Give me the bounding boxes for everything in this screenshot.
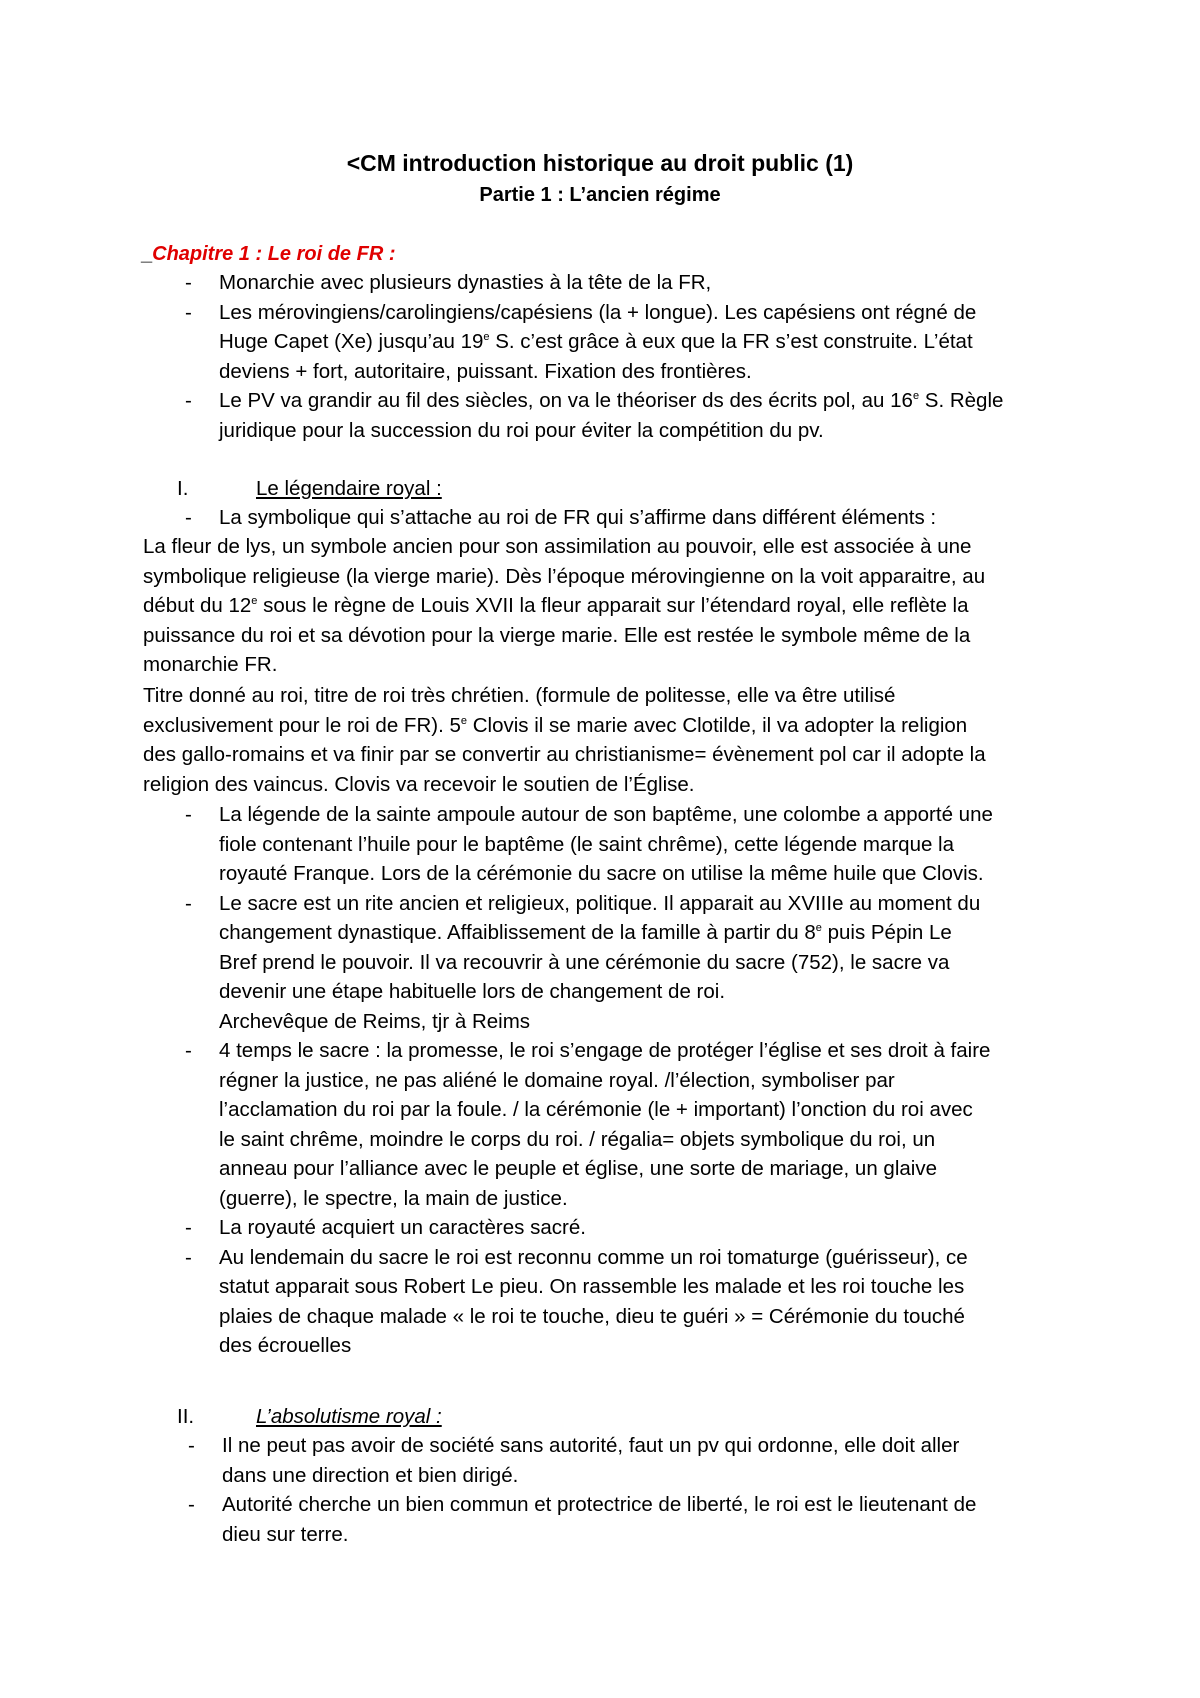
section-title: L’absolutisme royal : (256, 1405, 442, 1428)
text-run: Le PV va grandir au fil des siècles, on va le théoriser ds des écrits pol, au 16 (219, 389, 913, 412)
superscript: e (483, 331, 490, 344)
list-item-line: Au lendemain du sacre le roi est reconnu comme un roi tomaturge (guérisseur), ce (219, 1245, 968, 1269)
list-item-line: dans une direction et bien dirigé. (222, 1463, 519, 1487)
list-item-line: royauté Franque. Lors de la cérémonie du sacre on utilise la même huile que Clovis. (219, 862, 984, 885)
list-item-line: anneau pour l’alliance avec le peuple et église, une sorte de mariage, un glaive (219, 1157, 937, 1180)
list-item-line: Le sacre est un rite ancien et religieux, politique. Il apparait au XVIIIe au moment du (219, 891, 981, 915)
paragraph-line: Titre donné au roi, titre de roi très chrétien. (formule de politesse, elle va être utilisé (143, 684, 896, 707)
list-item (141, 800, 1101, 889)
list-item-line: régner la justice, ne pas aliéné le domaine royal. /l’élection, symboliser par (219, 1068, 895, 1092)
list-item-line: (guerre), le spectre, la main de justice. (219, 1186, 568, 1210)
list-item (141, 503, 1101, 533)
dash-bullet: - (185, 1245, 192, 1269)
paragraph-line: La fleur de lys, un symbole ancien pour son assimilation au pouvoir, elle est associée à une (143, 535, 972, 558)
section-title: Le légendaire royal : (256, 477, 442, 500)
list-item-line: Les mérovingiens/carolingiens/capésiens (la + longue). Les capésiens ont régné de (219, 300, 977, 324)
list-item (141, 1036, 1101, 1213)
text-run: sous le règne de Louis XVII la fleur apparait sur l’étendard royal, elle reflète la (257, 594, 969, 617)
paragraph-line: puissance du roi et sa dévotion pour la vierge marie. Elle est restée le symbole même de la (143, 623, 971, 647)
superscript: e (460, 714, 468, 727)
dash-bullet: - (185, 300, 192, 324)
chapter-title: Chapitre 1 : Le roi de FR : (152, 243, 396, 265)
dash-bullet: - (185, 1039, 192, 1062)
list-item (141, 386, 1101, 445)
document-title: <CM introduction historique au droit public (1) (346, 150, 854, 176)
text-run: S. c’est grâce à eux que la FR s’est construite. L’état (489, 330, 973, 353)
section1-first-item (141, 503, 1101, 533)
text-run: puis Pépin Le (821, 921, 952, 944)
list-item-line: Il ne peut pas avoir de société sans autorité, faut un pv qui ordonne, elle doit aller (222, 1434, 960, 1457)
section2-list (144, 1431, 1104, 1549)
chapter-heading (141, 240, 395, 270)
text-run: début du 12 (143, 594, 252, 617)
text-run: changement dynastique. Affaiblissement de la famille à partir du 8 (219, 921, 816, 944)
paragraph-titre-roi (143, 681, 1073, 799)
section-number: I. (177, 477, 189, 500)
dash-bullet: - (185, 506, 192, 529)
list-item-line (219, 918, 1101, 948)
list-item-line (219, 327, 1101, 357)
list-item (141, 298, 1101, 387)
paragraph-line: religion des vaincus. Clovis va recevoir le soutien de l’Église. (143, 772, 695, 796)
superscript: e (912, 390, 920, 403)
list-item (141, 268, 1101, 298)
paragraph-line (143, 711, 1073, 741)
list-item-line: dieu sur terre. (222, 1522, 349, 1546)
chapter-mark: _ (141, 243, 153, 265)
section-number: II. (177, 1405, 195, 1428)
paragraph-line: monarchie FR. (143, 653, 278, 676)
list-item-line: 4 temps le sacre : la promesse, le roi s’engage de protéger l’église et ses droit à faire (219, 1039, 991, 1062)
list-item-line: Bref prend le pouvoir. Il va recouvrir à une cérémonie du sacre (752), le sacre va (219, 950, 950, 974)
text-run: exclusivement pour le roi de FR). 5 (143, 713, 461, 737)
dash-bullet: - (188, 1434, 195, 1457)
text-run: Huge Capet (Xe) jusqu’au 19 (219, 330, 484, 353)
list-item (141, 889, 1101, 1037)
dash-bullet: - (185, 803, 192, 826)
list-item (141, 1213, 1101, 1243)
superscript: e (815, 922, 822, 935)
dash-bullet: - (185, 389, 192, 412)
list-item-line: des écrouelles (219, 1334, 352, 1357)
section1-list (141, 800, 1101, 1361)
list-item-line: plaies de chaque malade « le roi te touche, dieu te guéri » = Cérémonie du touché (219, 1304, 965, 1328)
list-item (144, 1431, 1104, 1490)
list-item-line: devenir une étape habituelle lors de changement de roi. (219, 980, 726, 1003)
dash-bullet: - (185, 271, 192, 294)
list-item (141, 1243, 1101, 1361)
paragraph-line: symbolique religieuse (la vierge marie). Dès l’époque mérovingienne on la voit apparaitre, au (143, 564, 986, 588)
list-item-line: Autorité cherche un bien commun et protectrice de liberté, le roi est le lieutenant de (222, 1493, 977, 1516)
list-item-line: le saint chrême, moindre le corps du roi. / régalia= objets symbolique du roi, un (219, 1127, 936, 1151)
list-item-line (219, 386, 1101, 416)
document-subtitle: Partie 1 : L’ancien régime (479, 184, 721, 206)
list-item-line: fiole contenant l’huile pour le baptême (le saint chrême), cette légende marque la (219, 832, 955, 856)
paragraph-fleur-de-lys (143, 532, 1073, 680)
list-item (144, 1490, 1104, 1549)
text-run: Clovis il se marie avec Clotilde, il va adopter la religion (467, 713, 968, 737)
intro-list (141, 268, 1101, 445)
list-item-line: deviens + fort, autoritaire, puissant. Fixation des frontières. (219, 359, 752, 383)
list-item-text: Monarchie avec plusieurs dynasties à la tête de la FR, (219, 271, 712, 294)
dash-bullet: - (185, 1216, 192, 1239)
text-run: S. Règle (919, 389, 1004, 412)
paragraph-line: des gallo-romains et va finir par se convertir au christianisme= évènement pol car il adopte la (143, 743, 986, 766)
list-item-line: l’acclamation du roi par la foule. / la cérémonie (le + important) l’onction du roi avec (219, 1098, 973, 1121)
dash-bullet: - (185, 891, 192, 915)
list-item-line: La légende de la sainte ampoule autour de son baptême, une colombe a apporté une (219, 803, 993, 826)
list-item-line: statut apparait sous Robert Le pieu. On rassemble les malade et les roi touche les (219, 1275, 965, 1298)
list-item-line: juridique pour la succession du roi pour éviter la compétition du pv. (219, 418, 824, 442)
list-item-text: La symbolique qui s’attache au roi de FR qui s’affirme dans différent éléments : (219, 506, 937, 529)
list-item-line: La royauté acquiert un caractères sacré. (219, 1216, 586, 1239)
dash-bullet: - (188, 1493, 195, 1516)
paragraph-line (143, 591, 1073, 621)
superscript: e (251, 595, 258, 608)
list-item-line: Archevêque de Reims, tjr à Reims (219, 1009, 531, 1033)
